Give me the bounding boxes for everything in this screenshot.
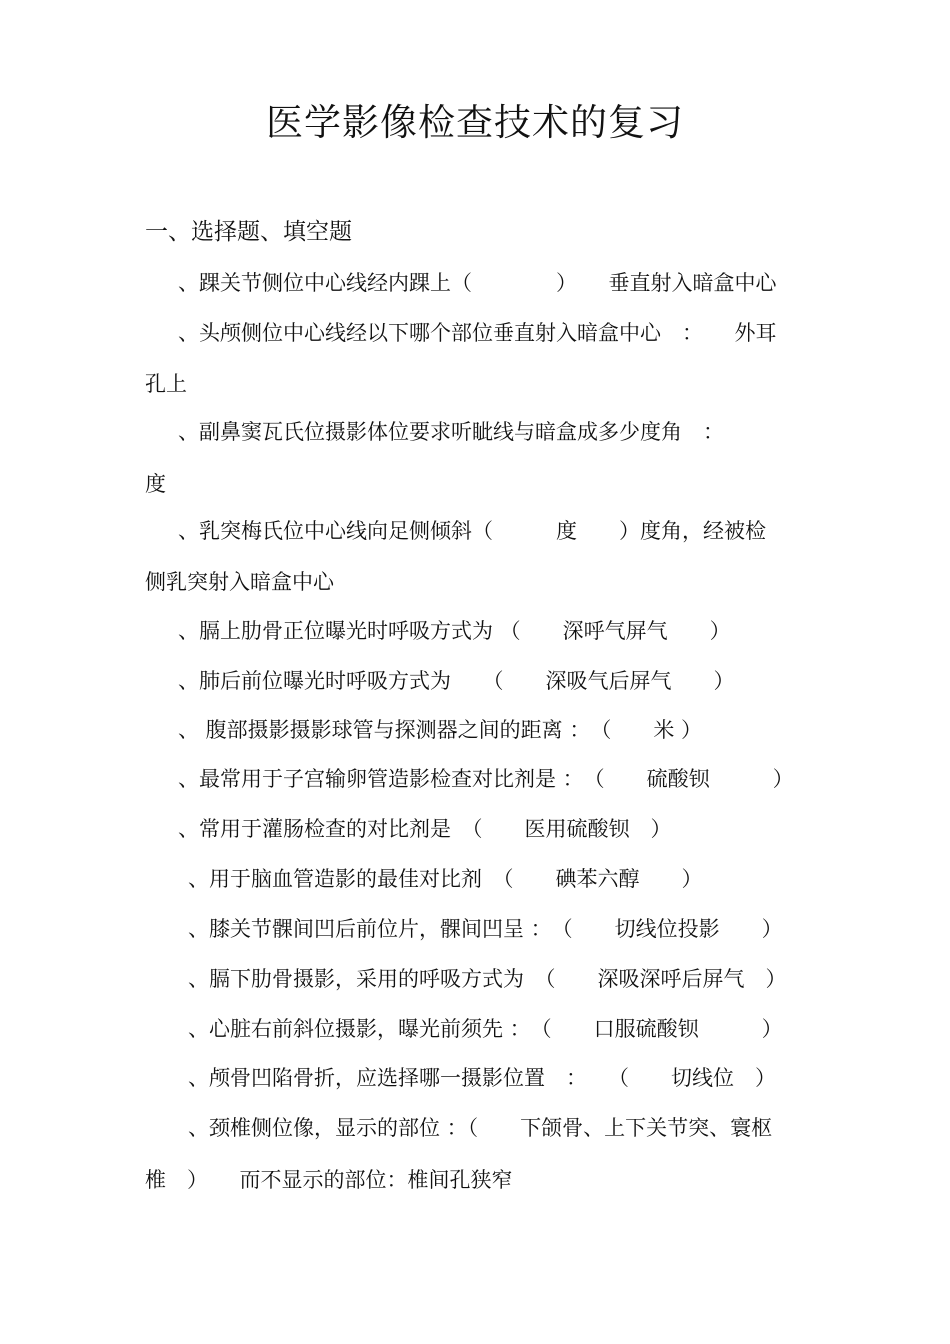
question-line: 、颈椎侧位像，显示的部位 ：（ 下颌骨、上下关节突、寰枢 (188, 1116, 773, 1140)
question-line: 、头颅侧位中心线经以下哪个部位垂直射入暗盒中心 ： 外耳 (178, 321, 777, 345)
question-line: 、用于脑血管造影的最佳对比剂 （ 碘苯六醇 ） (188, 867, 703, 891)
question-line: 、副鼻窦瓦氏位摄影体位要求听眦线与暗盒成多少度角 ： (178, 420, 724, 444)
question-line: 、 腹部摄影摄影球管与探测器之间的距离 ： （ 米 ） (178, 718, 703, 742)
section-heading: 一、选择题、填空题 (145, 219, 352, 245)
question-line: 、肺后前位曝光时呼吸方式为 （ 深吸气后屏气 ） (178, 669, 735, 693)
question-line: 、心脏右前斜位摄影，曝光前须先 ： （ 口服硫酸钡 ） (188, 1017, 783, 1041)
question-line: 、乳突梅氏位中心线向足侧倾斜（ 度 ）度角，经被检 (178, 519, 766, 543)
question-line: 、膈下肋骨摄影，采用的呼吸方式为 （ 深吸深呼后屏气 ） (188, 967, 787, 991)
question-line: 、最常用于子宫输卵管造影检查对比剂是 ： （ 硫酸钡 ） (178, 767, 794, 791)
question-line: 、踝关节侧位中心线经内踝上（ ） 垂直射入暗盒中心 (178, 271, 777, 295)
question-continuation: 椎 ） 而不显示的部位：椎间孔狭窄 (145, 1168, 513, 1192)
question-continuation: 侧乳突射入暗盒中心 (145, 570, 334, 594)
question-line: 、膈上肋骨正位曝光时呼吸方式为 （ 深呼气屏气 ） (178, 619, 731, 643)
question-line: 、颅骨凹陷骨折，应选择哪一摄影位置 ： （ 切线位 ） (188, 1066, 776, 1090)
question-continuation: 度 (145, 472, 166, 496)
document-title: 医学影像检查技术的复习 (266, 101, 684, 144)
question-continuation: 孔上 (145, 372, 187, 396)
question-line: 、膝关节髁间凹后前位片，髁间凹呈 ： （ 切线位投影 ） (188, 917, 783, 941)
question-line: 、常用于灌肠检查的对比剂是 （ 医用硫酸钡 ） (178, 817, 672, 841)
